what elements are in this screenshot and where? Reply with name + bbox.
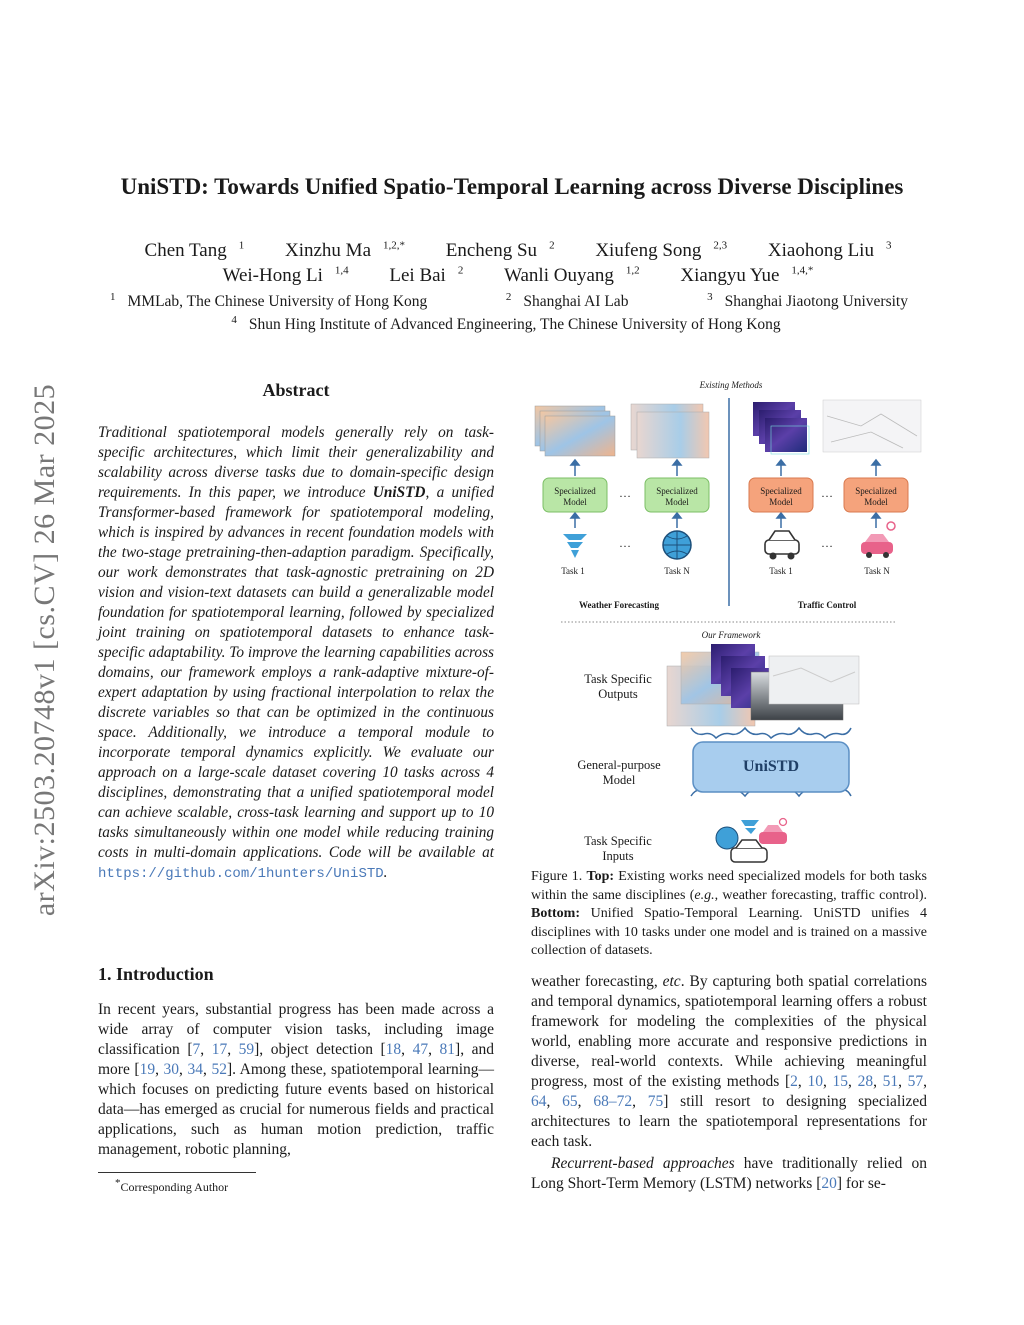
citation[interactable]: 64 bbox=[531, 1093, 547, 1110]
figure-1 bbox=[531, 376, 927, 866]
specialized-model-label: Specialized Model bbox=[656, 486, 698, 507]
task-n-label: Task N bbox=[864, 566, 890, 576]
author: Wei-Hong Li $^{1,4}$ bbox=[222, 265, 349, 287]
car-icon bbox=[765, 531, 799, 560]
specialized-model-label: Specialized Model bbox=[760, 486, 802, 507]
right-column-text: weather forecasting, etc. By capturing both spatial correlations and temporal dynamics, spatiotemporal learning offers a robust framework for modeling the complexities of the physical world, enabling more accurate and responsive predictions in diverse, real-world contexts. While achieving meaningful progress, most of the existing methods [2, 10, 15, 28, 51, 57, 64, 65, 68–72, 75] still resort to designing specialized architectures to learn the spatiotemporal representations for each task. Recurrent-based approaches have traditionally relied on Long Short-Term Memory (LSTM) networks [20] for se- bbox=[531, 973, 928, 1192]
author: Wanli Ouyang $^{1,2}$ bbox=[504, 265, 640, 287]
arxiv-identifier: arXiv:2503.20748v1 [cs.CV] 26 Mar 2025 bbox=[28, 383, 61, 917]
ellipsis: … bbox=[821, 536, 833, 550]
citation[interactable]: 30 bbox=[163, 1061, 180, 1078]
citation[interactable]: 10 bbox=[807, 1073, 823, 1090]
citation[interactable]: 75 bbox=[647, 1093, 664, 1110]
citation[interactable]: 65 bbox=[562, 1093, 578, 1110]
citation[interactable]: 28 bbox=[857, 1073, 874, 1090]
author: Encheng Su $^2$ bbox=[445, 240, 555, 262]
affiliation-line-2: $^4$ Shun Hing Institute of Advanced Engineering, The Chinese University of Hong Kong bbox=[231, 314, 781, 334]
task-outputs-collage bbox=[667, 644, 859, 726]
authors-line-1 bbox=[60, 240, 964, 262]
code-link[interactable]: https://github.com/1hunters/UniSTD bbox=[98, 866, 384, 882]
intro-heading: 1. Introduction bbox=[98, 964, 214, 984]
ellipsis: … bbox=[619, 486, 631, 500]
figure-caption: Figure 1. Top: Existing works need specialized models for both tasks within the same disciplines (e.g., weather forecasting, traffic control). Bottom: Unified Spatio-Temporal Learning. UniSTD unifies 4 disciplines with 10 tasks under one model and is trained on a massive collection of datasets. bbox=[531, 869, 927, 958]
weather-taskN-images bbox=[631, 404, 709, 458]
paper-title: UniSTD: Towards Unified Spatio-Temporal Learning across Diverse Disciplines bbox=[120, 174, 904, 199]
author: Xiufeng Song $^{2,3}$ bbox=[595, 240, 728, 262]
citation[interactable]: 17 bbox=[211, 1041, 228, 1058]
specialized-model-label: Specialized Model bbox=[855, 486, 897, 507]
our-framework-label: Our Framework bbox=[701, 630, 761, 640]
task-1-label: Task 1 bbox=[561, 566, 585, 576]
affiliations-line-1 bbox=[110, 291, 920, 311]
citation[interactable]: 15 bbox=[832, 1073, 849, 1090]
citation[interactable]: 19 bbox=[139, 1061, 156, 1078]
task-n-label: Task N bbox=[664, 566, 690, 576]
task-inputs-icons bbox=[716, 819, 787, 863]
taxi-icon bbox=[861, 522, 895, 558]
author: Xiaohong Liu $^3$ bbox=[767, 240, 892, 262]
general-model-label: General-purpose Model bbox=[577, 758, 661, 787]
paragraph-2: Recurrent-based approaches have traditionally relied on Long Short-Term Memory (LSTM) networks [20] for se- bbox=[531, 1155, 927, 1192]
citation[interactable]: 7 bbox=[192, 1041, 201, 1058]
unistd-box-label: UniSTD bbox=[742, 758, 800, 775]
ellipsis: … bbox=[821, 486, 833, 500]
footnote-rule bbox=[98, 1172, 256, 1173]
task-1-label: Task 1 bbox=[769, 566, 793, 576]
outputs-label: Task Specific Outputs bbox=[584, 672, 652, 701]
citation[interactable]: 34 bbox=[187, 1061, 203, 1078]
citation[interactable]: 59 bbox=[238, 1041, 255, 1058]
author: Chen Tang $^1$ bbox=[144, 240, 245, 262]
author: Xinzhu Ma $^{1,2,*}$ bbox=[285, 240, 406, 262]
citation[interactable]: 81 bbox=[439, 1041, 456, 1058]
citation[interactable]: 20 bbox=[821, 1175, 837, 1192]
abstract-heading: Abstract bbox=[262, 380, 330, 400]
citation[interactable]: 47 bbox=[412, 1041, 429, 1058]
citation[interactable]: 18 bbox=[385, 1041, 402, 1058]
traffic-control-label: Traffic Control bbox=[797, 600, 857, 610]
author: Xiangyu Yue $^{1,4,*}$ bbox=[680, 265, 814, 287]
globe-icon bbox=[663, 531, 691, 559]
inputs-label: Task Specific Inputs bbox=[584, 834, 652, 863]
existing-methods-label: Existing Methods bbox=[699, 380, 763, 390]
citation[interactable]: 52 bbox=[211, 1061, 227, 1078]
affiliation: $^2$ Shanghai AI Lab bbox=[505, 291, 629, 311]
intro-paragraph: In recent years, substantial progress has been made across a wide array of computer vision tasks, including image classification [7, 17, 59], object detection [18, 47, 81], and more [19, 30, 34, 52]. Among these, spatiotemporal learning—which focuses on predicting future events based on historical data—has emerged as crucial for numerous fields and practical applications, such as human motion prediction, traffic management, robotic planning, bbox=[98, 1001, 495, 1158]
citation[interactable]: 57 bbox=[907, 1073, 924, 1090]
affiliation: $^3$ Shanghai Jiaotong University bbox=[707, 291, 908, 311]
author: Lei Bai $^2$ bbox=[389, 265, 464, 287]
authors-line-2 bbox=[60, 265, 964, 287]
tornado-icon bbox=[563, 534, 587, 558]
traffic-task1-images bbox=[753, 402, 809, 454]
citation[interactable]: 51 bbox=[882, 1073, 899, 1090]
ellipsis: … bbox=[619, 536, 631, 550]
citation[interactable]: 2 bbox=[790, 1073, 798, 1090]
affiliation: $^1$ MMLab, The Chinese University of Hong Kong bbox=[110, 291, 428, 311]
citation[interactable]: 68–72 bbox=[593, 1093, 633, 1110]
traffic-taskN-images bbox=[823, 400, 921, 452]
figure-graphic bbox=[531, 376, 927, 866]
specialized-model-label: Specialized Model bbox=[554, 486, 596, 507]
abstract-body: Traditional spatiotemporal models generally rely on task-specific architectures, which limit their generalizability and scalability across diverse tasks due to domain-specific design requirements. In this paper, we introduce UniSTD, a unified Transformer-based framework for spatiotemporal modeling, which is inspired by advances in recent foundation models with the two-stage pretraining-then-adaption paradigm. Specifically, our work demonstrates that task-agnostic pretraining on 2D vision and vision-text datasets can build a generalizable model foundation for spatiotemporal learning, followed by specialized joint training on spatiotemporal datasets to enhance task-specific adaptability. To improve the learning capabilities across domains, our framework employs a rank-adaptive mixture-of-expert adaptation by using fractional interpolation to relax the discrete variables so that can be optimized in the continuous space. Additionally, we introduce a temporal module to incorporate temporal dynamics explicitly. We evaluate our approach on a large-scale dataset covering 10 tasks across 4 disciplines, demonstrating that a unified spatiotemporal model can achieve scalable, cross-task learning and support up to 10 tasks simultaneously within one model while reducing training costs in multi-domain applications. Code will be available at https://github.com/1hunters/UniSTD. bbox=[98, 424, 494, 882]
weather-forecasting-label: Weather Forecasting bbox=[579, 600, 659, 610]
footnote: *Corresponding Author bbox=[115, 1177, 229, 1194]
weather-task1-images bbox=[535, 406, 615, 456]
